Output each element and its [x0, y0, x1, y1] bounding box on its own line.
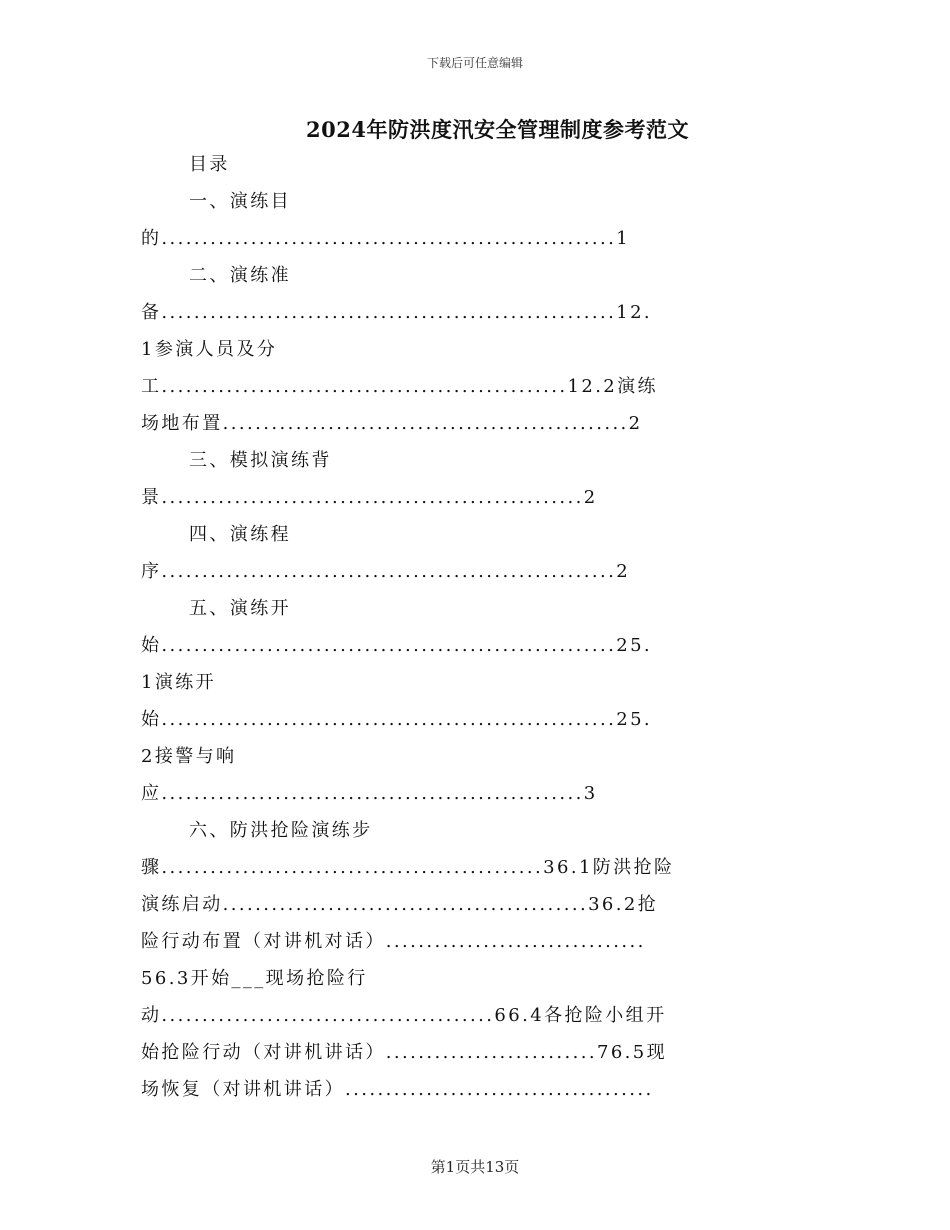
- page-header-note: 下载后可任意编辑: [426, 56, 523, 70]
- toc-line: 一、演练目: [189, 191, 291, 212]
- toc-line: 始抢险行动（对讲机讲话）..........................76.5现: [141, 1042, 668, 1063]
- toc-line: 骤...............................................36.1防洪抢险: [141, 857, 675, 878]
- toc-line: 险行动布置（对讲机对话）................................: [141, 931, 646, 952]
- toc-line: 序........................................................2: [141, 561, 631, 582]
- toc-line: 场地布置..................................................2: [141, 413, 643, 434]
- table-of-contents: [141, 150, 813, 1112]
- page-number: 第1页共13页: [430, 1158, 520, 1176]
- document-title: 2024年防洪度汛安全管理制度参考范文: [306, 117, 689, 142]
- toc-line: 始........................................................25.: [141, 635, 653, 656]
- toc-line: 五、演练开: [189, 598, 291, 619]
- toc-heading: 目录: [189, 154, 230, 175]
- toc-line: 二、演练准: [189, 265, 291, 286]
- toc-line: 动.........................................66.4各抢险小组开: [141, 1005, 667, 1026]
- toc-line: 2接警与响: [141, 746, 237, 767]
- toc-line: 始........................................................25.: [141, 709, 653, 730]
- toc-line: 六、防洪抢险演练步: [189, 820, 373, 841]
- toc-line: 应....................................................3: [141, 783, 598, 804]
- toc-line: 三、模拟演练背: [189, 450, 332, 471]
- toc-line: 备........................................................12.: [141, 302, 653, 323]
- toc-line: 工..................................................12.2演练: [141, 376, 658, 397]
- toc-line: 演练启动.............................................36.2抢: [141, 894, 659, 915]
- toc-line: 1演练开: [141, 672, 217, 693]
- toc-line: 56.3开始___现场抢险行: [141, 968, 368, 989]
- toc-line: 景....................................................2: [141, 487, 598, 508]
- toc-line: 的........................................................1: [141, 228, 631, 249]
- toc-line: 场恢复（对讲机讲话）......................................: [141, 1079, 654, 1100]
- toc-line: 1参演人员及分: [141, 339, 278, 360]
- toc-line: 四、演练程: [189, 524, 291, 545]
